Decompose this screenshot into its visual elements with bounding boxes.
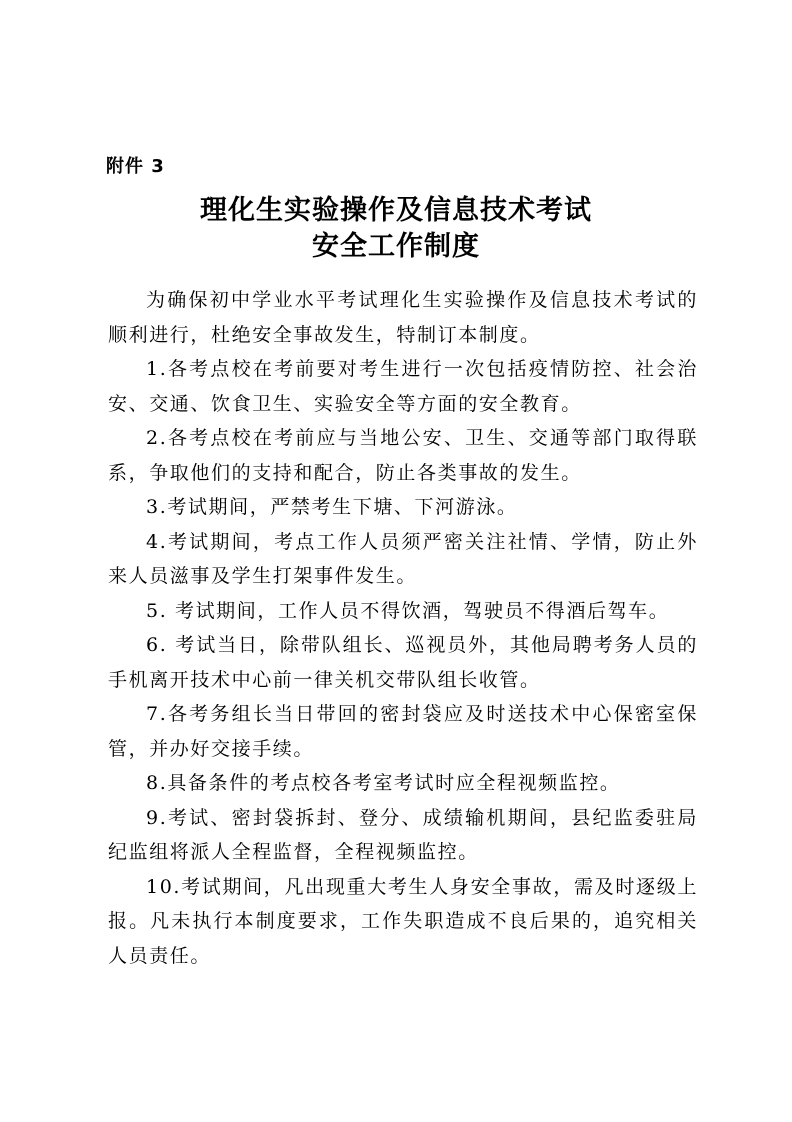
rule-paragraph-5: 5. 考试期间，工作人员不得饮酒，驾驶员不得酒后驾车。 [146,599,670,622]
rule-paragraph-10: 10.考试期间，凡出现重大考生人身安全事故，需及时逐级上报。凡未执行本制度要求，工作失职造成不良后果的，追究相关人员责任。 [108,875,698,967]
rule-paragraph-7: 7.各考务组长当日带回的密封袋应及时送技术中心保密室保管，并办好交接手续。 [108,703,698,760]
rule-paragraph-3: 3.考试期间，严禁考生下塘、下河游泳。 [146,496,518,518]
attachment-label: 附件 3 [106,156,165,177]
rule-paragraph-4: 4.考试期间，考点工作人员须严密关注社情、学情，防止外来人员滋事及学生打架事件发生。 [108,530,698,587]
rule-paragraph-6: 6. 考试当日，除带队组长、巡视员外，其他局聘考务人员的手机离开技术中心前一律关机交带队组长收管。 [108,634,698,691]
rule-paragraph-1: 1.各考点校在考前要对考生进行一次包括疫情防控、社会治安、交通、饮食卫生、实验安全等方面的安全教育。 [108,358,698,415]
rule-paragraph-8: 8.具备条件的考点校各考室考试时应全程视频监控。 [146,772,621,794]
document-title-line1: 理化生实验操作及信息技术考试 [200,195,592,226]
document-body [108,283,698,973]
rule-paragraph-2: 2.各考点校在考前应与当地公安、卫生、交通等部门取得联系，争取他们的支持和配合，防止各类事故的发生。 [108,427,698,484]
rule-paragraph-9: 9.考试、密封袋拆封、登分、成绩输机期间，县纪监委驻局纪监组将派人全程监督，全程视频监控。 [108,806,698,863]
intro-paragraph: 为确保初中学业水平考试理化生实验操作及信息技术考试的顺利进行，杜绝安全事故发生，特制订本制度。 [108,289,698,346]
document-title-line2: 安全工作制度 [312,231,480,262]
